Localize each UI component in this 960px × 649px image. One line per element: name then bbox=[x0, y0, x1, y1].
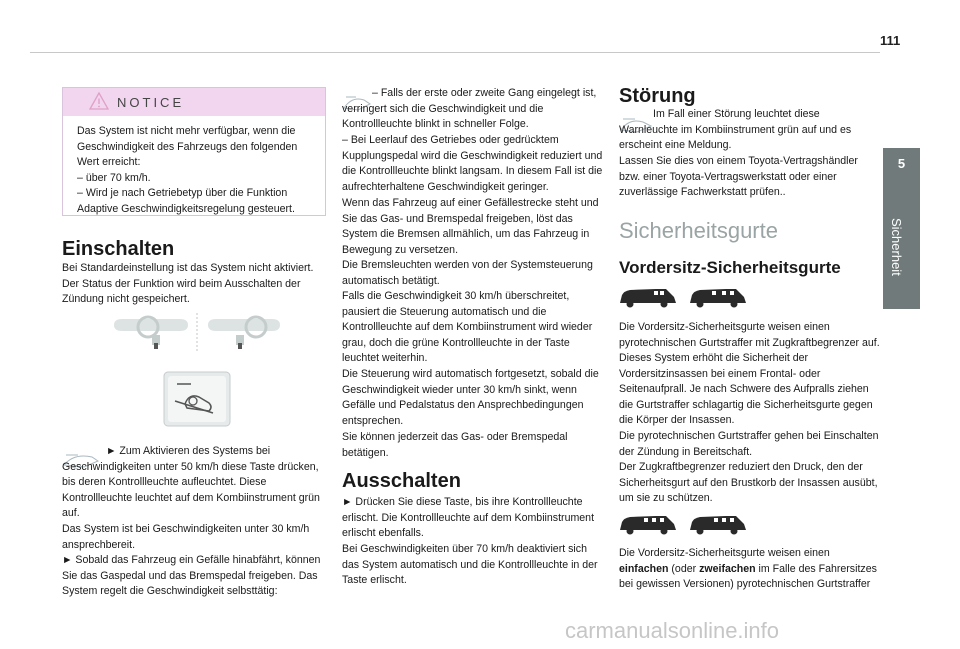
einschalten-intro: Bei Standardeinstellung ist das System nicht aktiviert. Der Status der Funktion wird beim Ausschalten der Zündung nicht gespeichert. bbox=[62, 262, 314, 306]
gurte-p3: Die pyrotechnischen Gurtstraffer gehen bei Einschalten der Zündung in Bereitschaft. bbox=[619, 430, 879, 458]
notice-header bbox=[63, 88, 325, 116]
einschalten-bullet1: ► Zum Aktivieren des Systems bei Geschwindigkeiten unter 50 km/h diese Taste drücken, bis deren Kontrollleuchte aufleuchtet. Diese Kontrollleuchte leuchtet auf dem Kombiinstrument grün auf. bbox=[62, 445, 320, 520]
middle-para7: Sie können jederzeit das Gas- oder Bremspedal betätigen. bbox=[342, 431, 568, 459]
einschalten-heading: Einschalten bbox=[62, 238, 175, 260]
stoerung-p2: Lassen Sie dies von einem Toyota-Vertragshändler bzw. einer Toyota-Vertragswerkstatt oder einer zuverlässige Fachwerkstatt prüfen.. bbox=[619, 155, 858, 199]
gurte-p2: Dieses System erhöht die Sicherheit der Vordersitzinsassen bei einem Frontal- oder Seitenaufprall. Je nach Schwere des Aufpralls ziehen die Gurtstraffer schlagartig die Sicherheitsgurte gegen die Körper der Insassen. bbox=[619, 352, 873, 427]
stoerung-p1: Im Fall einer Störung leuchtet diese Warnleuchte im Kombiinstrument grün auf und es erscheint eine Meldung. bbox=[619, 108, 852, 152]
stoerung-heading: Störung bbox=[619, 85, 696, 107]
vehicle-variants-icon bbox=[616, 285, 754, 309]
chapter-tab[interactable] bbox=[883, 148, 920, 309]
middle-para5: Falls die Geschwindigkeit 30 km/h überschreitet, pausiert die Steuerung automatisch und die Kontrollleuchte auf dem Kombiinstrument wird wieder grau, doch die grüne Kontrollleuchte in der Taste leuchtet weiterhin. bbox=[342, 290, 593, 365]
steering-wheel-illustration bbox=[112, 309, 282, 355]
steering-wheel-left bbox=[114, 317, 188, 349]
hill-descent-button-icon bbox=[163, 371, 231, 427]
notice-title: NOTICE bbox=[117, 95, 185, 110]
chapter-title: Sicherheit bbox=[889, 218, 904, 276]
gurte-p1: Die Vordersitz-Sicherheitsgurte weisen einen pyrotechnischen Gurtstraffer mit Zugkraftbegrenzer auf. bbox=[619, 321, 880, 349]
notice-item: – Wird je nach Getriebetyp über die Funktion Adaptive Geschwindigkeitsregelung gesteuert. bbox=[77, 187, 295, 215]
notice-item: – über 70 km/h. bbox=[77, 171, 151, 184]
einschalten-readiness: Das System ist bei Geschwindigkeiten unter 30 km/h ansprechbereit. bbox=[62, 523, 310, 551]
middle-para1: – Falls der erste oder zweite Gang eingelegt ist, verringert sich die Geschwindigkeit und die Kontrollleuchte blinkt in schneller Folge. bbox=[342, 87, 597, 131]
warning-triangle-icon bbox=[88, 91, 110, 111]
notice-body bbox=[77, 124, 317, 218]
notice-intro: Das System ist nicht mehr verfügbar, wenn die Geschwindigkeit des Fahrzeugs den folgenden Wert erreicht: bbox=[77, 125, 298, 169]
steering-wheel-right bbox=[208, 317, 280, 349]
vehicle-variants-icon bbox=[616, 512, 754, 536]
ausschalten-p2: Bei Geschwindigkeiten über 70 km/h deaktiviert sich das System automatisch und die Kontrollleuchte in der Taste erlischt. bbox=[342, 543, 598, 587]
middle-para2: – Bei Leerlauf des Getriebes oder gedrücktem Kupplungspedal wird die Geschwindigkeit reduziert und die Kontrollleuchte blinkt langsam. In diesem Fall ist die aufrechterhaltene Geschwindigkeit geringer. bbox=[342, 134, 603, 193]
gurte-p5: Die Vordersitz-Sicherheitsgurte weisen einen einfachen (oder zweifachen im Falle des Fahrersitzes bei gewissen Versionen) pyrotechnischen Gurtstraffer bbox=[619, 547, 877, 591]
middle-para6: Die Steuerung wird automatisch fortgesetzt, sobald die Geschwindigkeit wieder unter 30 km/h sinkt, wenn Gefälle und Pedalstatus den Ansprechbedingungen entsprechen. bbox=[342, 368, 599, 427]
einschalten-bullet2: ► Sobald das Fahrzeug ein Gefälle hinabfährt, können Sie das Gaspedal und das Bremspedal freigeben. Das System regelt die Geschwindigkeit selbsttätig: bbox=[62, 554, 321, 598]
header-divider bbox=[30, 52, 880, 53]
page-number: 111 bbox=[880, 33, 901, 48]
watermark: carmanualsonline.info bbox=[565, 618, 780, 643]
notice-box bbox=[62, 87, 326, 216]
middle-para3: Wenn das Fahrzeug auf einer Gefällestrecke steht und Sie das Gas- und Bremspedal freigeben, löst das System die Bremsen allmählich, um das Fahrzeug in Bewegung zu versetzen. bbox=[342, 197, 599, 256]
gurte-p4: Der Zugkraftbegrenzer reduziert den Druck, den der Sicherheitsgurt auf den Brustkorb der Insassen ausübt, um sie zu schützen. bbox=[619, 461, 878, 505]
chapter-number: 5 bbox=[897, 156, 906, 171]
middle-para4: Die Bremsleuchten werden von der Systemsteuerung automatisch betätigt. bbox=[342, 259, 593, 287]
sicherheitsgurte-title: Sicherheitsgurte bbox=[619, 218, 778, 243]
ausschalten-heading: Ausschalten bbox=[342, 470, 461, 492]
vordersitz-heading: Vordersitz-Sicherheitsgurte bbox=[619, 258, 841, 277]
ausschalten-p1: ► Drücken Sie diese Taste, bis ihre Kontrollleuchte erlischt. Die Kontrollleuchte auf dem Kombiinstrument erlischt ebenfalls. bbox=[342, 496, 595, 540]
